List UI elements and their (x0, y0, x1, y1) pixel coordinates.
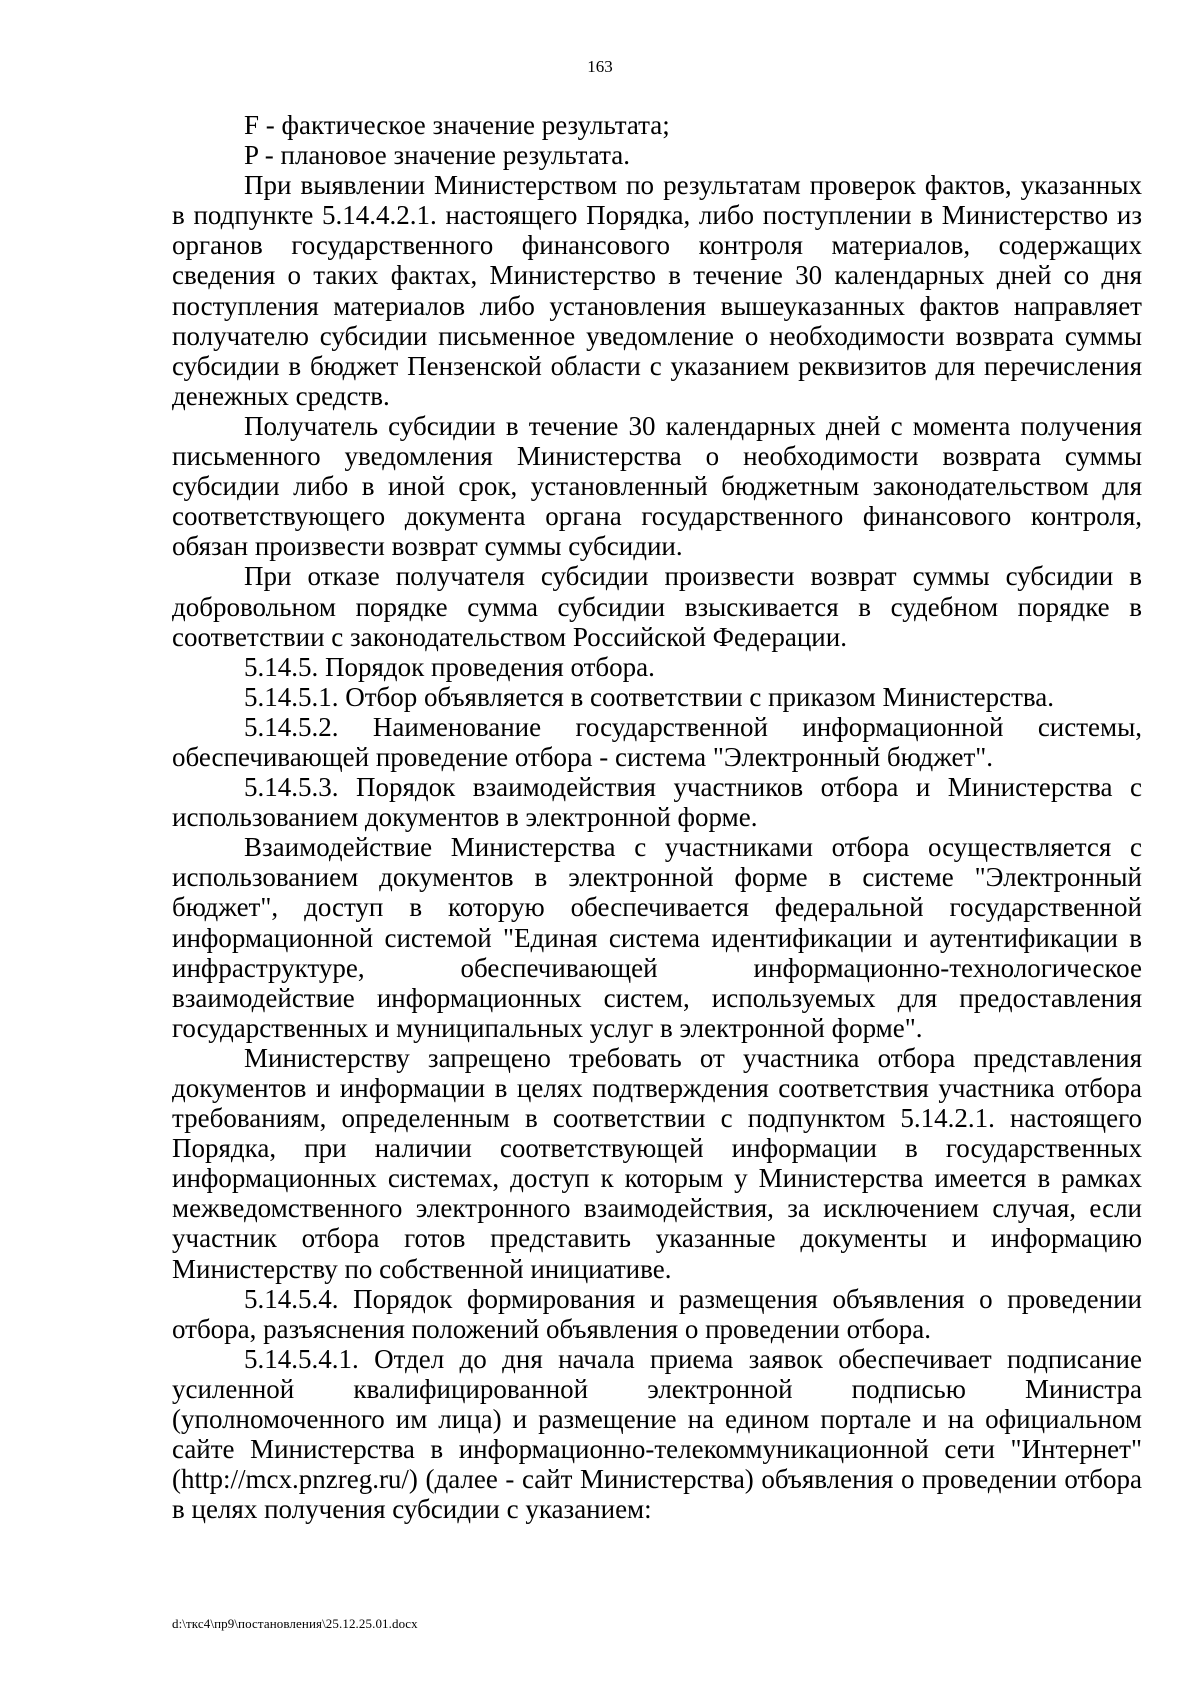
paragraph: F - фактическое значение результата; (244, 110, 670, 140)
document-body (172, 110, 1142, 1524)
paragraph: Министерству запрещено требовать от участника отбора представления документов и информации в целях подтверждения соответствия участника отбора требованиям, определенным в соответствии с подпунктом 5.14.2.1. настоящего Порядка, при наличии соответствующей информации в государственных информационных системах, доступ к которым у Министерства имеется в рамках межведомственного электронного взаимодействия, за исключением случая, если участник отбора готов представить указанные документы и информацию Министерству по собственной инициативе. (172, 1042, 1142, 1284)
paragraph: 5.14.5.3. Порядок взаимодействия участников отбора и Министерства с использованием документов в электронной форме. (172, 772, 1142, 833)
paragraph: 5.14.5.4.1. Отдел до дня начала приема заявок обеспечивает подписание усиленной квалифицированной электронной подписью Министра (уполномоченного им лица) и размещение на едином портале и на официальном сайте Министерства в информационно-телекоммуникационной сети "Интернет" (http://mcx.pnzreg.ru/) (далее - сайт Министерства) объявления о проведении отбора в целях получения субсидии с указанием: (172, 1343, 1142, 1525)
paragraph: Получатель субсидии в течение 30 календарных дней с момента получения письменного уведомления Министерства о необходимости возврата суммы субсидии либо в иной срок, установленный бюджетным законодательством для соответствующего документа органа государственного финансового контроля, обязан произвести возврат суммы субсидии. (172, 410, 1142, 562)
paragraph: Взаимодействие Министерства с участниками отбора осуществляется с использованием документов в электронной форме в системе "Электронный бюджет", доступ в которую обеспечивается федеральной государственной информационной системой "Единая система идентификации и аутентификации в инфраструктуре, обеспечивающей информационно-технологическое взаимодействие информационных систем, используемых для предоставления государственных и муниципальных услуг в электронной форме". (172, 832, 1142, 1043)
paragraph: При отказе получателя субсидии произвести возврат суммы субсидии в добровольном порядке сумма субсидии взыскивается в судебном порядке в соответствии с законодательством Российской Федерации. (172, 561, 1142, 652)
paragraph: P - плановое значение результата. (244, 140, 630, 171)
paragraph: 5.14.5. Порядок проведения отбора. (244, 651, 655, 682)
paragraph: 5.14.5.2. Наименование государственной информационной системы, обеспечивающей проведение отбора - система "Электронный бюджет". (172, 711, 1142, 772)
page-number: 163 (587, 57, 613, 76)
paragraph: При выявлении Министерством по результатам проверок фактов, указанных в подпункте 5.14.4.2.1. настоящего Порядка, либо поступлении в Министерство из органов государственного финансового контроля материалов, содержащих сведения о таких фактах, Министерство в течение 30 календарных дней со дня поступления материалов либо установления вышеуказанных фактов направляет получателю субсидии письменное уведомление о необходимости возврата суммы субсидии в бюджет Пензенской области с указанием реквизитов для перечисления денежных средств. (172, 170, 1142, 411)
paragraph: 5.14.5.4. Порядок формирования и размещения объявления о проведении отбора, разъяснения положений объявления о проведении отбора. (172, 1283, 1142, 1344)
paragraph: 5.14.5.1. Отбор объявляется в соответствии с приказом Министерства. (244, 681, 1055, 712)
footer-file-path: d:\ткс4\пр9\постановления\25.12.25.01.docx (172, 1616, 418, 1631)
